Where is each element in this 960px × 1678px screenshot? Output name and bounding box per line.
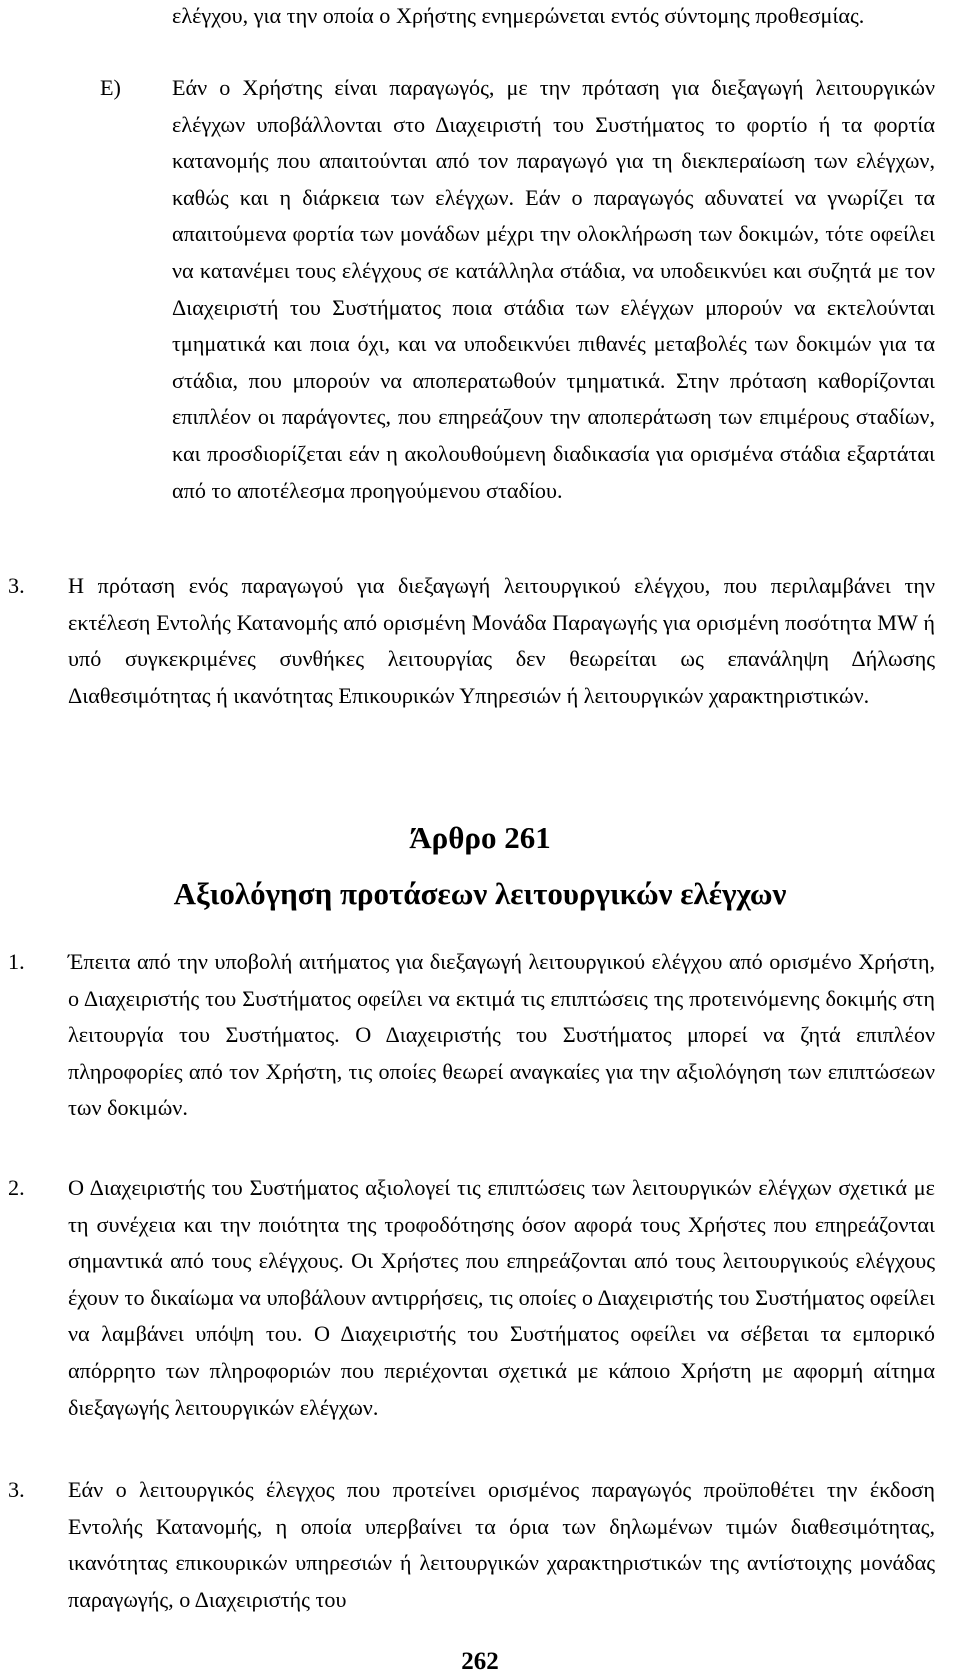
article-item-3 — [8, 1472, 935, 1618]
list-item-text: Ο Διαχειριστής του Συστήματος αξιολογεί τις επιπτώσεις των λειτουργικών ελέγχων σχετικά με τη συνέχεια και την ποιότητα της τροφοδότησης όσον αφορά τους Χρήστες που επηρεάζονται σημαντικά από τους ελέγχους. Οι Χρήστες που επηρεάζονται από τους λειτουργικούς ελέγχους έχουν το δικαίωμα να υποβάλουν αντιρρήσεις, τις οποίες ο Διαχειριστής του Συστήματος οφείλει να λαμβάνει υπόψη του. Ο Διαχειριστής του Συστήματος οφείλει να σέβεται τα εμπορικό απόρρητο των πληροφοριών που περιέχονται σχετικά με κάποιο Χρήστη με αφορμή αίτημα διεξαγωγής λειτουργικών ελέγχων. — [68, 1175, 935, 1420]
page-number: 262 — [461, 1648, 499, 1675]
list-item-text: Η πρόταση ενός παραγωγού για διεξαγωγή λειτουργικού ελέγχου, που περιλαμβάνει την εκτέλεση Εντολής Κατανομής από ορισμένη Μονάδα Παραγωγής για ορισμένη ποσότητα MW ή υπό συγκεκριμένες συνθήκες λειτουργίας δεν θεωρείται ως επανάληψη Δήλωσης Διαθεσιμότητας ή ικανότητας Επικουρικών Υπηρεσιών ή λειτουργικών χαρακτηριστικών. — [68, 573, 935, 708]
list-item-e — [100, 70, 935, 509]
article-item-2 — [8, 1170, 935, 1426]
list-item-label: Ε) — [100, 75, 121, 100]
list-item-text: Εάν ο Χρήστης είναι παραγωγός, με την πρόταση για διεξαγωγή λειτουργικών ελέγχων υποβάλλονται στο Διαχειριστή του Συστήματος το φορτίο ή τα φορτία κατανομής που απαιτούνται από τον παραγωγό για τη διεκπεραίωση των ελέγχων, καθώς και η διάρκεια των ελέγχων. Εάν ο παραγωγός αδυνατεί να γνωρίζει τα απαιτούμενα φορτία των μονάδων μέχρι την ολοκλήρωση των δοκιμών, τότε οφείλει να κατανέμει τους ελέγχους σε κατάλληλα στάδια, να υποδεικνύει και συζητά με τον Διαχειριστή του Συστήματος ποια στάδια των ελέγχων μπορούν να εκτελούνται τμηματικά και ποια όχι, και να υποδεικνύει πιθανές μεταβολές των δοκιμών για τα στάδια, που μπορούν να αποπερατωθούν τμηματικά. Στην πρόταση καθορίζονται επιπλέον οι παράγοντες, που επηρεάζουν την αποπεράτωση των επιμέρους σταδίων, και προσδιορίζεται εάν η ακολουθούμενη διαδικασία για ορισμένα στάδια εξαρτάται από το αποτέλεσμα προηγούμενου σταδίου. — [172, 75, 935, 503]
list-item-label: 3. — [8, 1477, 25, 1502]
list-item-label: 1. — [8, 949, 25, 974]
list-item-label: 2. — [8, 1175, 25, 1200]
article-number: Άρθρο 261 — [409, 820, 551, 855]
article-title: Αξιολόγηση προτάσεων λειτουργικών ελέγχων — [173, 876, 787, 911]
list-item-3-previous-article — [8, 568, 935, 714]
list-item-text: Έπειτα από την υποβολή αιτήματος για διεξαγωγή λειτουργικού ελέγχου από ορισμένο Χρήστη, ο Διαχειριστής του Συστήματος οφείλει να εκτιμά τις επιπτώσεις της προτεινόμενης δοκιμής στη λειτουργία του Συστήματος. Ο Διαχειριστής του Συστήματος μπορεί να ζητά επιπλέον πληροφορίες από τον Χρήστη, τις οποίες θεωρεί αναγκαίες για την αξιολόγηση των επιπτώσεων των δοκιμών. — [68, 949, 935, 1121]
list-item-text: Εάν ο λειτουργικός έλεγχος που προτείνει ορισμένος παραγωγός προϋποθέτει την έκδοση Εντολής Κατανομής, η οποία υπερβαίνει τα όρια των δηλωμένων τιμών διαθεσιμότητας, ικανότητας επικουρικών υπηρεσιών ή λειτουργικών χαρακτηριστικών της αντίστοιχης μονάδας παραγωγής, ο Διαχειριστής του — [68, 1477, 935, 1612]
list-item-label: 3. — [8, 573, 25, 598]
continuation-paragraph: ελέγχου, για την οποία ο Χρήστης ενημερώνεται εντός σύντομης προθεσμίας. — [172, 3, 865, 28]
article-item-1 — [8, 944, 935, 1127]
